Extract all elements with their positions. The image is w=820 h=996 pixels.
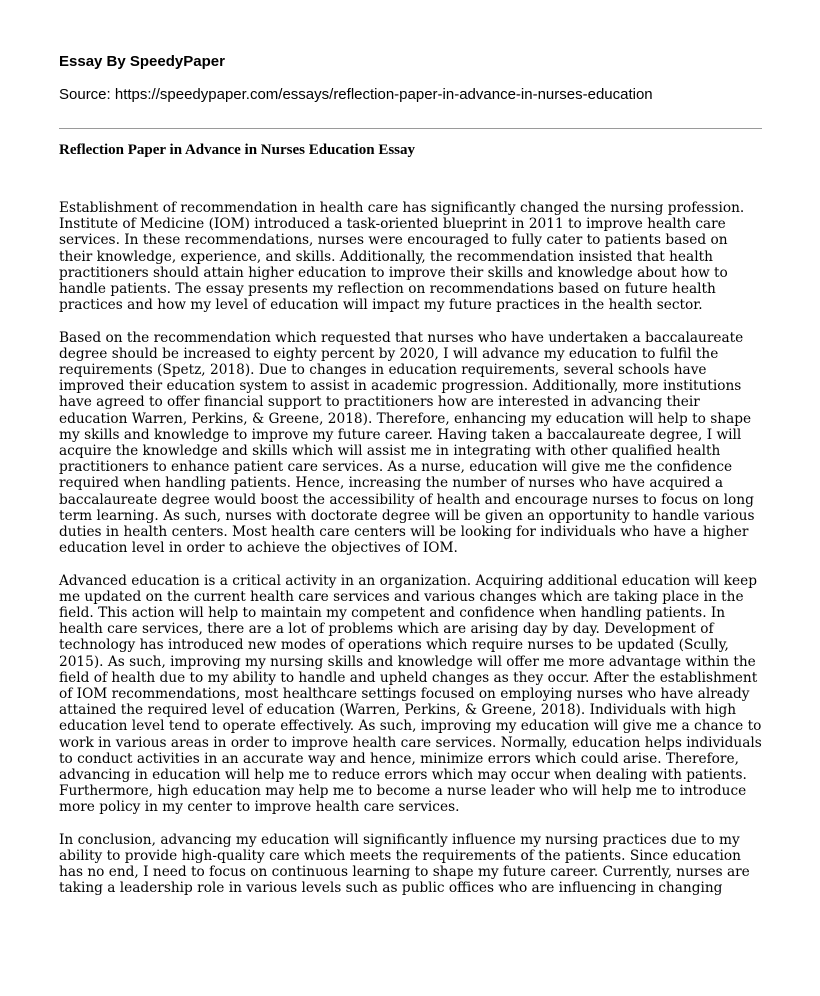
paragraph-line: Institute of Medicine (IOM) introduced a task-oriented blueprint in 2011 to improve health care [59,216,726,233]
paragraph-line: Furthermore, high education may help me to become a nurse leader who will help me to introduce [59,783,747,800]
paragraph-line: work in various areas in order to improve health care services. Normally, education helps individuals [59,734,762,751]
paragraph-line: practitioners should attain higher education to improve their skills and knowledge about how to [59,264,728,281]
paragraph-line: has no end, I need to focus on continuous learning to shape my future career. Currently, nurses are [59,864,750,881]
paragraph-line: practitioners to enhance patient care services. As a nurse, education will give me the confidence [59,459,733,476]
document-header-title: Essay By SpeedyPaper [59,53,225,70]
paragraph-line: baccalaureate degree would boost the accessibility of health and encourage nurses to focus on long [59,491,754,508]
paragraph-line: duties in health centers. Most health care centers will be looking for individuals who have a higher [59,524,749,541]
paragraph-line: Based on the recommendation which requested that nurses who have undertaken a baccalaureate [59,329,744,346]
paragraph-line: education Warren, Perkins, & Greene, 2018). Therefore, enhancing my education will help to shape [59,410,752,427]
paragraph-line: health care services, there are a lot of problems which are arising day by day. Development of [59,621,714,638]
essay-paragraph [59,330,771,557]
paragraph-line: practices and how my level of education will impact my future practices in the health sector. [59,297,703,314]
paragraph-line: attained the required level of education (Warren, Perkins, & Greene, 2018). Individuals with high [59,702,737,719]
paragraph-line: of IOM recommendations, most healthcare settings focused on employing nurses who have already [59,686,750,703]
paragraph-line: field. This action will help to maintain my competent and confidence when handling patients. In [59,605,726,622]
paragraph-line: degree should be increased to eighty percent by 2020, I will advance my education to fulfil the [59,345,719,362]
essay-body [59,200,771,913]
paragraph-line: ability to provide high-quality care which meets the requirements of the patients. Since education [59,848,741,865]
paragraph-line: acquire the knowledge and skills which will assist me in integrating with other qualified health [59,443,721,460]
paragraph-line: me updated on the current health care services and various changes which are taking place in the [59,588,744,605]
paragraph-line: to conduct activities in an accurate way and hence, minimize errors which could arise. Therefore, [59,750,739,767]
paragraph-line: 2015). As such, improving my nursing skills and knowledge will offer me more advantage within the [59,653,756,670]
paragraph-line: improved their education system to assist in academic progression. Additionally, more institutions [59,378,742,395]
paragraph-line: my skills and knowledge to improve my future career. Having taken a baccalaureate degree, I will [59,426,742,443]
paragraph-line: education level in order to achieve the objectives of IOM. [59,540,458,557]
paragraph-line: required when handling patients. Hence, increasing the number of nurses who have acquired a [59,475,724,492]
paragraph-line: term learning. As such, nurses with doctorate degree will be given an opportunity to handle various [59,507,755,524]
essay-paragraph [59,832,771,897]
paragraph-line: advancing in education will help me to reduce errors which may occur when dealing with patients. [59,767,747,784]
paragraph-line: technology has introduced new modes of operations which require nurses to be updated (Scully, [59,637,729,654]
paragraph-line: more policy in my center to improve health care services. [59,799,460,816]
source-url-line: Source: https://speedypaper.com/essays/reflection-paper-in-advance-in-nurses-education [59,86,653,103]
essay-paragraph [59,573,771,816]
paragraph-line: requirements (Spetz, 2018). Due to changes in education requirements, several schools have [59,362,707,379]
paragraph-line: have agreed to offer financial support to practitioners how are interested in advancing their [59,394,700,411]
paragraph-line: handle patients. The essay presents my reflection on recommendations based on future health [59,281,716,298]
paragraph-line: education level tend to operate effectively. As such, improving my education will give me a chance to [59,718,762,735]
paragraph-line: In conclusion, advancing my education will significantly influence my nursing practices due to my [59,831,740,848]
paragraph-line: services. In these recommendations, nurses were encouraged to fully cater to patients based on [59,232,728,249]
header-divider [59,128,762,129]
essay-title: Reflection Paper in Advance in Nurses Education Essay [59,142,415,158]
paragraph-line: Establishment of recommendation in health care has significantly changed the nursing profession. [59,200,745,216]
paragraph-line: field of health due to my ability to handle and upheld changes as they occur. After the establishment [59,669,758,686]
paragraph-line: Advanced education is a critical activity in an organization. Acquiring additional education will keep [59,572,757,589]
paragraph-line: taking a leadership role in various levels such as public offices who are influencing in changing [59,880,723,897]
essay-paragraph [59,200,771,313]
paragraph-line: their knowledge, experience, and skills. Additionally, the recommendation insisted that health [59,248,713,265]
